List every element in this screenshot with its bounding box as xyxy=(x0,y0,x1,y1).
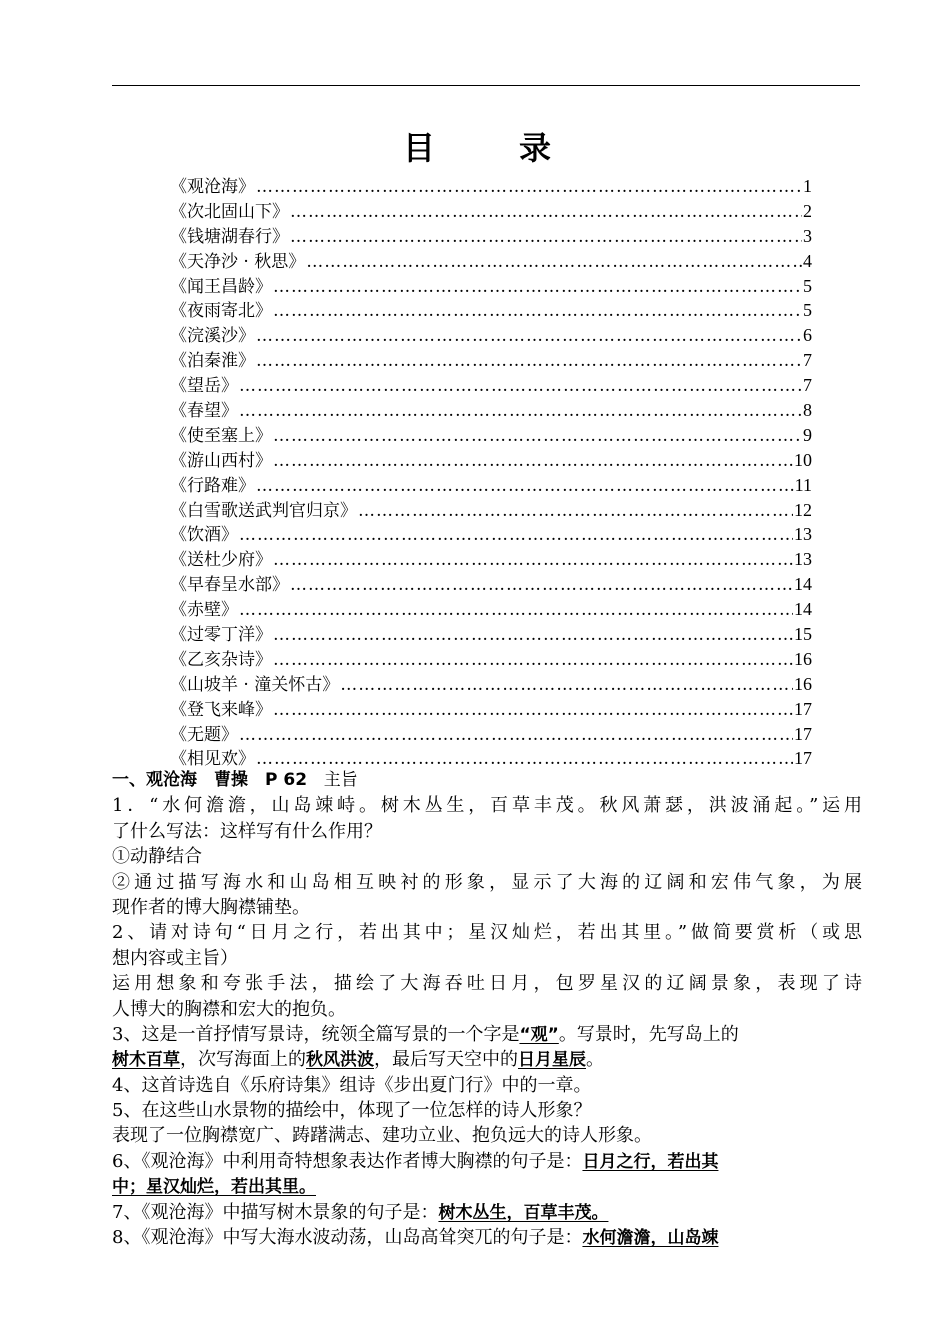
toc-entry-page: 6 xyxy=(803,325,812,346)
question-8 xyxy=(112,1225,862,1250)
section-guan-cang-hai xyxy=(112,768,862,1250)
answer-3-blank-3: 日月星辰 xyxy=(518,1050,586,1071)
toc-leader-dots xyxy=(290,225,802,250)
toc-leader-dots xyxy=(256,175,802,200)
toc-leader-dots xyxy=(340,673,793,698)
answer-6-part-2: 中；星汉灿烂，若出其里。 xyxy=(112,1177,316,1198)
toc-entry-page: 1 xyxy=(803,176,812,196)
toc-entry xyxy=(170,722,812,747)
toc-entry-page: 16 xyxy=(794,673,812,694)
toc-entry-page: 13 xyxy=(794,524,812,545)
question-2-line-2: 想内容或主旨） xyxy=(112,947,238,969)
toc-leader-dots xyxy=(239,598,793,623)
toc-entry-title: 《钱塘湖春行》 xyxy=(170,226,289,247)
toc-entry-page: 14 xyxy=(794,574,812,595)
question-4: 4、这首诗选自《乐府诗集》组诗《步出夏门行》中的一章。 xyxy=(112,1074,592,1096)
answer-1-point-2-line-1: ②通过描写海水和山岛相互映衬的形象，显示了大海的辽阔和宏伟气象，为展 xyxy=(112,871,862,893)
toc-entry xyxy=(170,522,812,547)
toc-entry xyxy=(170,398,812,423)
answer-2-line-2: 人博大的胸襟和宏大的抱负。 xyxy=(112,998,346,1020)
toc-entry xyxy=(170,199,812,224)
toc-entry-page: 7 xyxy=(803,350,812,371)
toc-leader-dots xyxy=(256,324,802,349)
section-heading xyxy=(112,768,862,793)
toc-entry-title: 《使至塞上》 xyxy=(170,425,272,446)
toc-entry-title: 《春望》 xyxy=(170,401,238,422)
toc-entry xyxy=(170,622,812,647)
toc-entry xyxy=(170,448,812,473)
toc-entry-title: 《无题》 xyxy=(170,724,238,745)
question-3-end: 。 xyxy=(586,1049,604,1071)
toc-entry-title: 《望岳》 xyxy=(170,376,238,397)
toc-leader-dots xyxy=(239,399,802,424)
answer-7: 树木丛生，百草丰茂。 xyxy=(438,1202,609,1223)
toc-entry-title: 《白雪歌送武判官归京》 xyxy=(170,500,357,521)
header-rule xyxy=(112,85,860,86)
answer-3-blank-2: 秋风洪波 xyxy=(306,1050,374,1071)
toc-entry-page: 10 xyxy=(794,449,812,470)
question-7 xyxy=(112,1200,862,1225)
table-of-contents xyxy=(170,174,812,771)
toc-entry-title: 《乙亥杂诗》 xyxy=(170,649,272,670)
toc-entry-page: 17 xyxy=(794,748,812,769)
toc-entry-title: 《过零丁洋》 xyxy=(170,625,272,646)
toc-entry-title: 《天净沙 · 秋思》 xyxy=(170,251,306,272)
toc-entry-title: 《赤壁》 xyxy=(170,600,238,621)
answer-5: 表现了一位胸襟宽广、踌躇满志、建功立业、抱负远大的诗人形象。 xyxy=(112,1125,652,1147)
toc-entry-title: 《早春呈水部》 xyxy=(170,575,289,596)
toc-leader-dots xyxy=(306,250,802,275)
toc-leader-dots xyxy=(273,424,802,449)
question-8-text: 8、《观沧海》中写大海水波动荡，山岛高耸突兀的句子是： xyxy=(112,1227,583,1249)
toc-entry xyxy=(170,647,812,672)
toc-leader-dots xyxy=(358,499,793,524)
toc-entry-title: 《山坡羊 · 潼关怀古》 xyxy=(170,674,340,695)
question-6-text: 6、《观沧海》中利用奇特想象表达作者博大胸襟的句子是： xyxy=(112,1150,583,1172)
toc-entry-page: 8 xyxy=(803,400,812,421)
toc-entry-title: 《游山西村》 xyxy=(170,450,272,471)
answer-1-point-1: ①动静结合 xyxy=(112,846,202,868)
toc-entry-page: 5 xyxy=(803,275,812,296)
toc-entry-title: 《闻王昌龄》 xyxy=(170,276,272,297)
toc-leader-dots xyxy=(273,623,793,648)
toc-leader-dots xyxy=(273,698,793,723)
question-6-line-1 xyxy=(112,1149,862,1174)
toc-entry xyxy=(170,473,812,498)
toc-entry-title: 《观沧海》 xyxy=(170,177,255,197)
question-1-line-1: 1．“水何澹澹，山岛竦峙。树木丛生，百草丰茂。秋风萧瑟，洪波涌起。”运用 xyxy=(112,795,862,817)
toc-entry-page: 5 xyxy=(803,300,812,321)
question-2-line-1: 2、请对诗句“日月之行，若出其中；星汉灿烂，若出其里。”做简要赏析（或思 xyxy=(112,922,862,944)
toc-leader-dots xyxy=(256,474,794,499)
toc-leader-dots xyxy=(290,573,793,598)
toc-entry-page: 3 xyxy=(803,225,812,246)
toc-entry-page: 9 xyxy=(803,424,812,445)
toc-entry-page: 4 xyxy=(803,250,812,271)
toc-entry xyxy=(170,373,812,398)
toc-entry xyxy=(170,348,812,373)
toc-entry xyxy=(170,423,812,448)
question-3-text-mid: 。写景时，先写岛上的 xyxy=(558,1023,739,1045)
toc-entry-title: 《泊秦淮》 xyxy=(170,351,255,372)
toc-entry-title: 《送杜少府》 xyxy=(170,550,272,571)
question-3-text-2: ，次写海面上的 xyxy=(180,1049,306,1071)
toc-entry xyxy=(170,547,812,572)
section-heading-tail: 主旨 xyxy=(323,770,358,790)
toc-entry-title: 《浣溪沙》 xyxy=(170,326,255,347)
toc-entry xyxy=(170,697,812,722)
answer-3-blank-1: 树木百草 xyxy=(112,1050,180,1071)
answer-2-line-1: 运用想象和夸张手法，描绘了大海吞吐日月，包罗星汉的辽阔景象，表现了诗 xyxy=(112,973,862,995)
toc-entry-page: 17 xyxy=(794,698,812,719)
toc-entry-page: 12 xyxy=(794,499,812,520)
toc-entry-title: 《相见欢》 xyxy=(170,749,255,770)
question-3-line-2 xyxy=(112,1047,862,1072)
toc-entry xyxy=(170,249,812,274)
page-title: 目 录 xyxy=(402,129,577,167)
section-heading-text: 一、观沧海 曹操 P 62 xyxy=(112,770,308,790)
toc-entry xyxy=(170,174,812,199)
question-3-line-1 xyxy=(112,1022,862,1047)
toc-leader-dots xyxy=(273,648,793,673)
toc-leader-dots xyxy=(256,349,802,374)
question-5: 5、在这些山水景物的描绘中，体现了一位怎样的诗人形象？ xyxy=(112,1100,592,1122)
answer-1-point-2-line-2: 现作者的博大胸襟铺垫。 xyxy=(112,896,310,918)
toc-entry-page: 2 xyxy=(803,200,812,221)
toc-entry-page: 7 xyxy=(803,375,812,396)
toc-entry xyxy=(170,323,812,348)
toc-leader-dots xyxy=(239,523,793,548)
toc-entry-title: 《登飞来峰》 xyxy=(170,699,272,720)
answer-6-part-1: 日月之行，若出其 xyxy=(582,1151,719,1172)
toc-leader-dots xyxy=(273,275,802,300)
toc-entry xyxy=(170,498,812,523)
question-7-text: 7、《观沧海》中描写树木景象的句子是： xyxy=(112,1201,439,1223)
answer-8: 水何澹澹，山岛竦 xyxy=(582,1228,719,1249)
toc-entry xyxy=(170,224,812,249)
toc-entry xyxy=(170,572,812,597)
toc-entry-title: 《饮酒》 xyxy=(170,525,238,546)
toc-entry-page: 14 xyxy=(794,599,812,620)
toc-entry xyxy=(170,597,812,622)
toc-entry-title: 《夜雨寄北》 xyxy=(170,301,272,322)
question-3-text: 3、这是一首抒情写景诗，统领全篇写景的一个字是 xyxy=(112,1023,520,1045)
toc-leader-dots xyxy=(290,200,802,225)
toc-entry xyxy=(170,298,812,323)
toc-entry-page: 17 xyxy=(794,723,812,744)
toc-leader-dots xyxy=(273,449,793,474)
toc-entry-page: 15 xyxy=(794,624,812,645)
toc-leader-dots xyxy=(273,548,793,573)
answer-3-key-word: “观” xyxy=(519,1024,559,1045)
toc-entry-title: 《次北固山下》 xyxy=(170,201,289,222)
toc-entry xyxy=(170,672,812,697)
toc-entry-page: 16 xyxy=(794,648,812,669)
toc-entry xyxy=(170,274,812,299)
toc-entry-title: 《行路难》 xyxy=(170,475,255,496)
question-3-text-3: ，最后写天空中的 xyxy=(374,1049,518,1071)
toc-leader-dots xyxy=(239,374,802,399)
toc-leader-dots xyxy=(273,299,802,324)
question-1-line-2: 了什么写法：这样写有什么作用？ xyxy=(112,820,382,842)
toc-entry-page: 11 xyxy=(794,474,812,495)
question-6-line-2 xyxy=(112,1174,862,1199)
toc-leader-dots xyxy=(239,723,793,748)
toc-entry-page: 13 xyxy=(794,549,812,570)
